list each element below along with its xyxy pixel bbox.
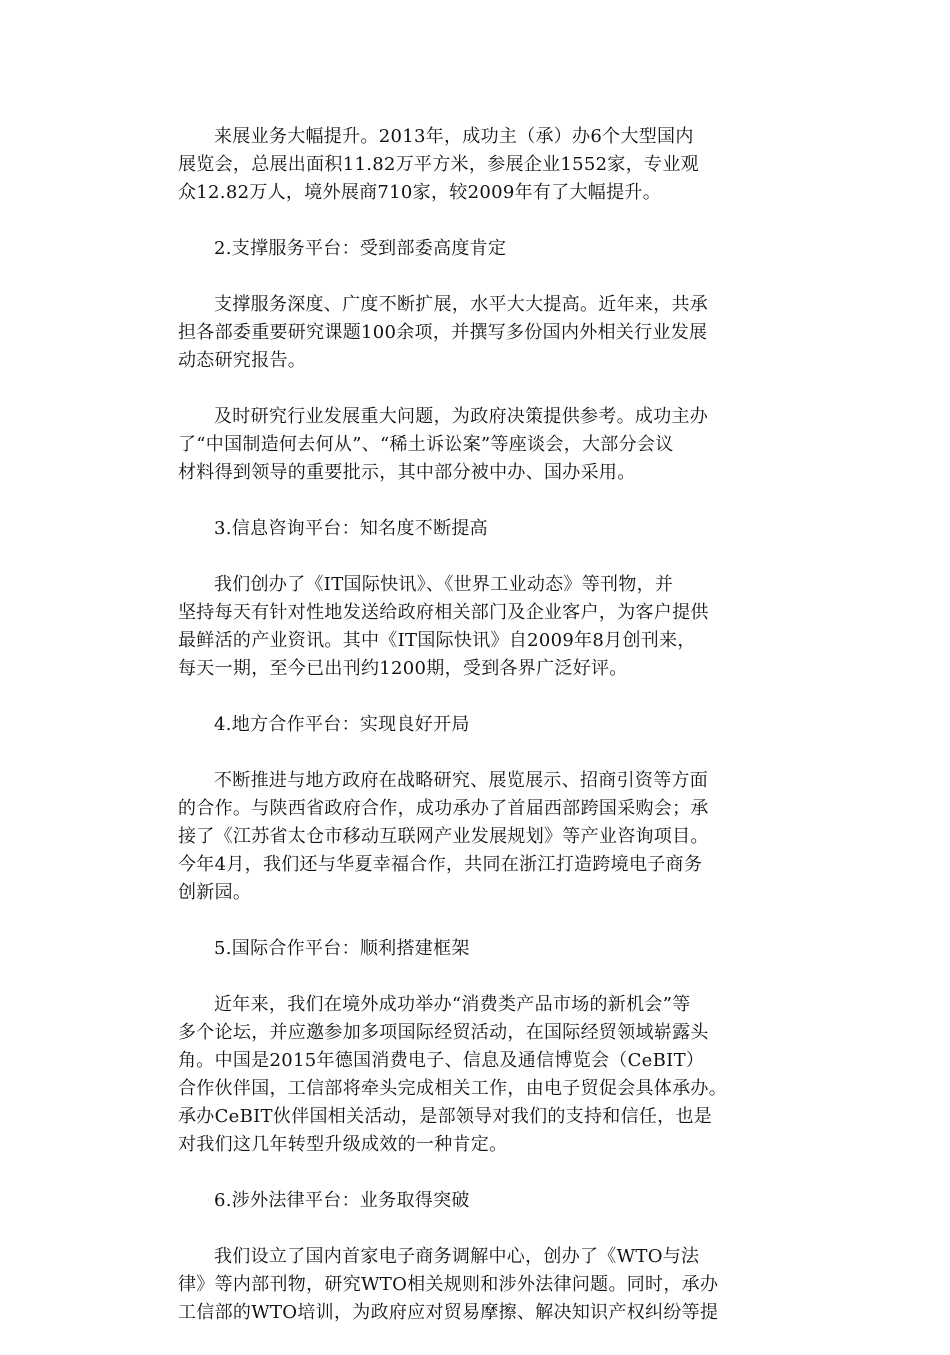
- text-line: 承办CeBIT伙伴国相关活动，是部领导对我们的支持和信任，也是: [178, 1106, 713, 1127]
- text-line: 工信部的WTO培训，为政府应对贸易摩擦、解决知识产权纠纷等提: [178, 1302, 719, 1323]
- paragraph-exhibition-results: [178, 123, 778, 207]
- text-line: 动态研究报告。: [178, 350, 307, 371]
- text-line: 材料得到领导的重要批示，其中部分被中办、国办采用。: [178, 462, 636, 483]
- text-line: 最鲜活的产业资讯。其中《IT国际快讯》自2009年8月创刊来，: [178, 630, 696, 651]
- section-heading-foreign-legal: 6.涉外法律平台：业务取得突破: [214, 1190, 470, 1211]
- text-line: 了“中国制造何去何从”、“稀土诉讼案”等座谈会，大部分会议: [178, 434, 674, 455]
- text-line: 近年来，我们在境外成功举办“消费类产品市场的新机会”等: [214, 994, 691, 1015]
- paragraph-local-cooperation: [178, 767, 778, 907]
- text-line: 不断推进与地方政府在战略研究、展览展示、招商引资等方面: [214, 770, 709, 791]
- section-heading-support-services: 2.支撑服务平台：受到部委高度肯定: [214, 238, 507, 259]
- text-line: 今年4月，我们还与华夏幸福合作，共同在浙江打造跨境电子商务: [178, 854, 703, 875]
- text-line: 的合作。与陕西省政府合作，成功承办了首届西部跨国采购会；承: [178, 798, 709, 819]
- paragraph-publications: [178, 571, 778, 683]
- text-line: 来展业务大幅提升。2013年，成功主（承）办6个大型国内: [214, 126, 694, 147]
- paragraph-foreign-legal: [178, 1243, 778, 1327]
- text-line: 众12.82万人，境外展商710家，较2009年有了大幅提升。: [178, 182, 661, 203]
- text-line: 创新园。: [178, 882, 252, 903]
- paragraph-support-depth: [178, 291, 778, 375]
- text-line: 我们创办了《IT国际快讯》、《世界工业动态》等刊物，并: [214, 574, 674, 595]
- text-line: 角。中国是2015年德国消费电子、信息及通信博览会（CeBIT）: [178, 1050, 705, 1071]
- text-line: 我们设立了国内首家电子商务调解中心，创办了《WTO与法: [214, 1246, 700, 1267]
- text-line: 展览会，总展出面积11.82万平方米，参展企业1552家，专业观: [178, 154, 699, 175]
- section-heading-international-cooperation: 5.国际合作平台：顺利搭建框架: [214, 938, 470, 959]
- text-line: 坚持每天有针对性地发送给政府相关部门及企业客户，为客户提供: [178, 602, 709, 623]
- text-line: 及时研究行业发展重大问题，为政府决策提供参考。成功主办: [214, 406, 709, 427]
- text-line: 多个论坛，并应邀参加多项国际经贸活动，在国际经贸领域崭露头: [178, 1022, 709, 1043]
- document-body: [178, 123, 778, 1355]
- text-line: 担各部委重要研究课题100余项，并撰写多份国内外相关行业发展: [178, 322, 708, 343]
- section-heading-local-cooperation: 4.地方合作平台：实现良好开局: [214, 714, 470, 735]
- paragraph-international-cooperation: [178, 991, 778, 1159]
- paragraph-policy-research: [178, 403, 778, 487]
- text-line: 律》等内部刊物，研究WTO相关规则和涉外法律问题。同时，承办: [178, 1274, 719, 1295]
- text-line: 每天一期，至今已出刊约1200期，受到各界广泛好评。: [178, 658, 628, 679]
- section-heading-info-consulting: 3.信息咨询平台：知名度不断提高: [214, 518, 488, 539]
- text-line: 支撑服务深度、广度不断扩展，水平大大提高。近年来，共承: [214, 294, 709, 315]
- text-line: 合作伙伴国，工信部将牵头完成相关工作，由电子贸促会具体承办。: [178, 1078, 727, 1099]
- text-line: 对我们这几年转型升级成效的一种肯定。: [178, 1134, 508, 1155]
- text-line: 接了《江苏省太仓市移动互联网产业发展规划》等产业咨询项目。: [178, 826, 709, 847]
